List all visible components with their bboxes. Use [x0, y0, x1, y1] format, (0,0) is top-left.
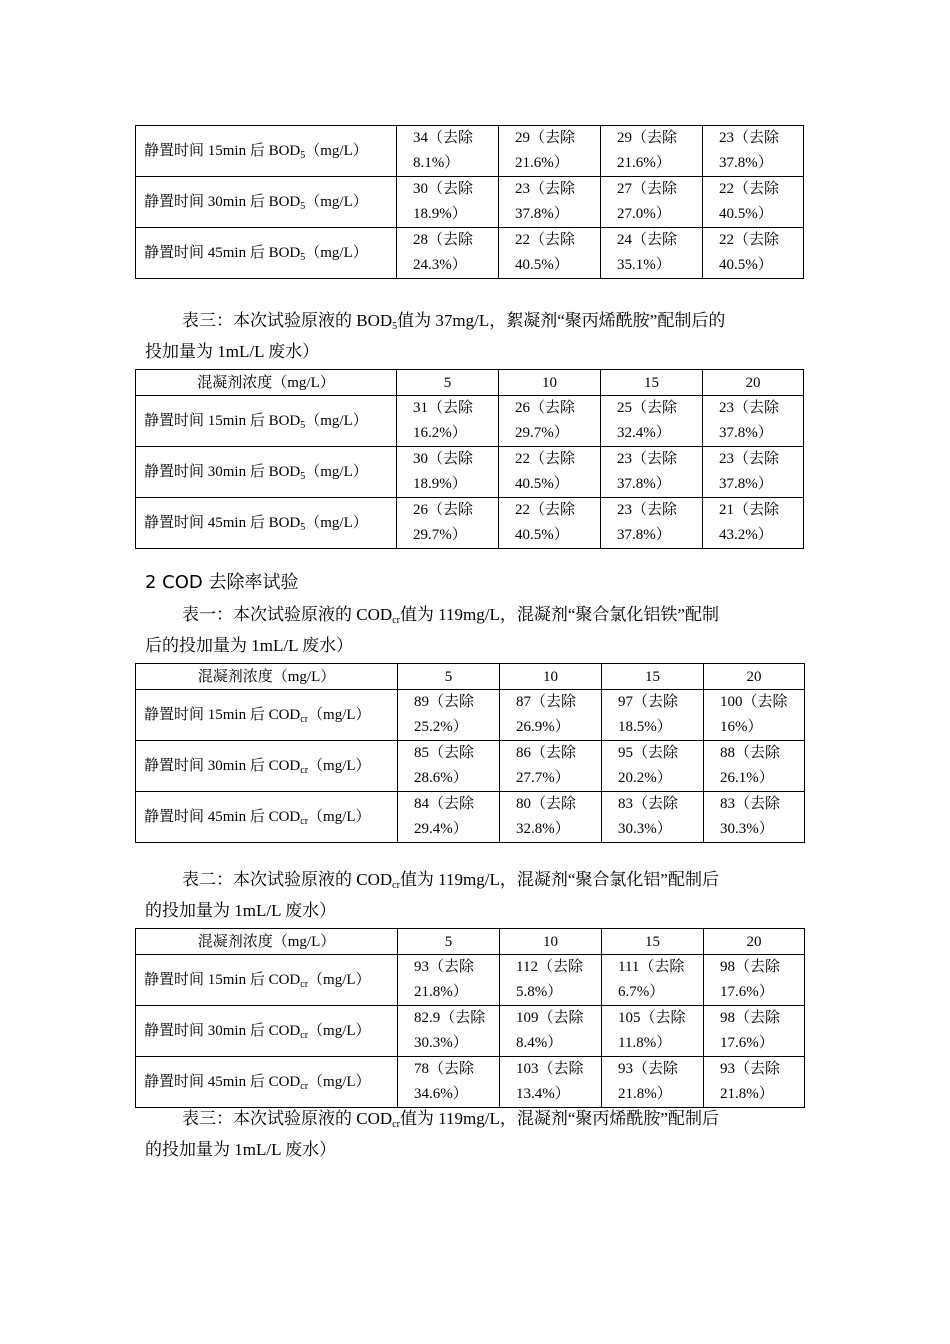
bod-table-2-continued — [135, 125, 804, 279]
table-cell: 95（去除 20.2%） — [602, 741, 704, 792]
table-cell: 27（去除 27.0%） — [601, 177, 703, 228]
row-label: 静置时间 30min 后 $BOD_5(mg/L)$ — [136, 177, 397, 228]
table-cell: 23（去除 37.8%） — [703, 447, 804, 498]
table-cell: 83（去除 30.3%） — [602, 792, 704, 843]
section-heading-cod: 2 COD 去除率试验 — [145, 572, 299, 593]
table-cell: 83（去除 30.3%） — [704, 792, 805, 843]
caption-cod-table-3: 表三：本次试验原液的 $COD_{cr}$值为 119mg/L，混凝剂“聚丙烯酰胺”配制后 的投加量为 1mL/L 废水） — [145, 1109, 719, 1159]
table-cell: 86（去除 27.7%） — [500, 741, 602, 792]
table-row — [136, 1006, 805, 1057]
table-row — [136, 126, 804, 177]
table-cell: 98（去除 17.6%） — [704, 1006, 805, 1057]
row-label: 静置时间 45min 后 $BOD_5(mg/L)$ — [136, 228, 397, 279]
table-cell: 111（去除 6.7%） — [602, 955, 704, 1006]
table-cell: 34（去除 8.1%） — [397, 126, 499, 177]
table-cell: 31（去除 16.2%） — [397, 396, 499, 447]
header-concentration-label: 混凝剂浓度（mg/L） — [136, 370, 397, 396]
table-cell: 98（去除 17.6%） — [704, 955, 805, 1006]
table-cell: 25（去除 32.4%） — [601, 396, 703, 447]
table-cell: 93（去除 21.8%） — [704, 1057, 805, 1108]
table-row — [136, 396, 804, 447]
table-cell: 22（去除 40.5%） — [499, 228, 601, 279]
row-label: 静置时间 15min 后 $COD_{cr}(mg/L)$ — [136, 955, 398, 1006]
header-concentration-value: 15 — [601, 370, 703, 396]
caption-bod-table-3: 表三：本次试验原液的 $BOD_5$值为 37mg/L，絮凝剂“聚丙烯酰胺”配制后的 投加量为 1mL/L 废水） — [145, 311, 726, 361]
table-cell: 28（去除 24.3%） — [397, 228, 499, 279]
table-cell: 112（去除 5.8%） — [500, 955, 602, 1006]
table-cell: 30（去除 18.9%） — [397, 177, 499, 228]
cod-table-1 — [135, 663, 805, 843]
table-cell: 89（去除 25.2%） — [398, 690, 500, 741]
row-label: 静置时间 30min 后 $BOD_5(mg/L)$ — [136, 447, 397, 498]
table-cell: 30（去除 18.9%） — [397, 447, 499, 498]
row-label: 静置时间 15min 后 $BOD_5(mg/L)$ — [136, 126, 397, 177]
table-cell: 23（去除 37.8%） — [703, 126, 804, 177]
table-cell: 29（去除 21.6%） — [499, 126, 601, 177]
table-cell: 87（去除 26.9%） — [500, 690, 602, 741]
table-cell: 84（去除 29.4%） — [398, 792, 500, 843]
header-concentration-value: 15 — [602, 929, 704, 955]
table-row — [136, 955, 805, 1006]
header-concentration-value: 10 — [500, 664, 602, 690]
caption-cod-table-2: 表二：本次试验原液的 $COD_{cr}$值为 119mg/L，混凝剂“聚合氯化铝”配制后 的投加量为 1mL/L 废水） — [145, 870, 719, 920]
table-cell: 93（去除 21.8%） — [602, 1057, 704, 1108]
row-label: 静置时间 30min 后 $COD_{cr}(mg/L)$ — [136, 1006, 398, 1057]
row-label: 静置时间 45min 后 $COD_{cr}(mg/L)$ — [136, 792, 398, 843]
header-concentration-value: 20 — [704, 929, 805, 955]
row-label: 静置时间 15min 后 $BOD_5(mg/L)$ — [136, 396, 397, 447]
table-cell: 22（去除 40.5%） — [703, 228, 804, 279]
table-cell: 22（去除 40.5%） — [499, 498, 601, 549]
header-concentration-value: 20 — [704, 664, 805, 690]
table-row — [136, 741, 805, 792]
table-cell: 22（去除 40.5%） — [703, 177, 804, 228]
table-cell: 105（去除 11.8%） — [602, 1006, 704, 1057]
table-row — [136, 177, 804, 228]
header-concentration-label: 混凝剂浓度（mg/L） — [136, 664, 398, 690]
table-row — [136, 690, 805, 741]
table-cell: 29（去除 21.6%） — [601, 126, 703, 177]
table-cell: 22（去除 40.5%） — [499, 447, 601, 498]
cod-table-2 — [135, 928, 805, 1108]
header-concentration-label: 混凝剂浓度（mg/L） — [136, 929, 398, 955]
table-cell: 24（去除 35.1%） — [601, 228, 703, 279]
table-header-row — [136, 370, 804, 396]
table-header-row — [136, 929, 805, 955]
table-cell: 26（去除 29.7%） — [499, 396, 601, 447]
table-cell: 26（去除 29.7%） — [397, 498, 499, 549]
table-cell: 103（去除 13.4%） — [500, 1057, 602, 1108]
table-row — [136, 228, 804, 279]
header-concentration-value: 10 — [499, 370, 601, 396]
table-cell: 100（去除 16%） — [704, 690, 805, 741]
table-cell: 21（去除 43.2%） — [703, 498, 804, 549]
table-cell: 85（去除 28.6%） — [398, 741, 500, 792]
table-row — [136, 498, 804, 549]
row-label: 静置时间 15min 后 $COD_{cr}(mg/L)$ — [136, 690, 398, 741]
row-label: 静置时间 45min 后 $COD_{cr}(mg/L)$ — [136, 1057, 398, 1108]
header-concentration-value: 5 — [398, 664, 500, 690]
header-concentration-value: 5 — [397, 370, 499, 396]
table-cell: 93（去除 21.8%） — [398, 955, 500, 1006]
table-header-row — [136, 664, 805, 690]
bod-table-3 — [135, 369, 804, 549]
header-concentration-value: 10 — [500, 929, 602, 955]
row-label: 静置时间 30min 后 $COD_{cr}(mg/L)$ — [136, 741, 398, 792]
table-cell: 97（去除 18.5%） — [602, 690, 704, 741]
table-cell: 82.9（去除 30.3%） — [398, 1006, 500, 1057]
table-cell: 88（去除 26.1%） — [704, 741, 805, 792]
table-row — [136, 1057, 805, 1108]
header-concentration-value: 5 — [398, 929, 500, 955]
table-cell: 23（去除 37.8%） — [601, 498, 703, 549]
table-cell: 109（去除 8.4%） — [500, 1006, 602, 1057]
table-cell: 23（去除 37.8%） — [499, 177, 601, 228]
row-label: 静置时间 45min 后 $BOD_5(mg/L)$ — [136, 498, 397, 549]
table-cell: 23（去除 37.8%） — [601, 447, 703, 498]
caption-cod-table-1: 表一：本次试验原液的 $COD_{cr}$值为 119mg/L，混凝剂“聚合氯化铝铁”配制 后的投加量为 1mL/L 废水） — [145, 605, 719, 655]
header-concentration-value: 15 — [602, 664, 704, 690]
table-row — [136, 447, 804, 498]
table-cell: 23（去除 37.8%） — [703, 396, 804, 447]
table-row — [136, 792, 805, 843]
table-cell: 80（去除 32.8%） — [500, 792, 602, 843]
table-cell: 78（去除 34.6%） — [398, 1057, 500, 1108]
header-concentration-value: 20 — [703, 370, 804, 396]
